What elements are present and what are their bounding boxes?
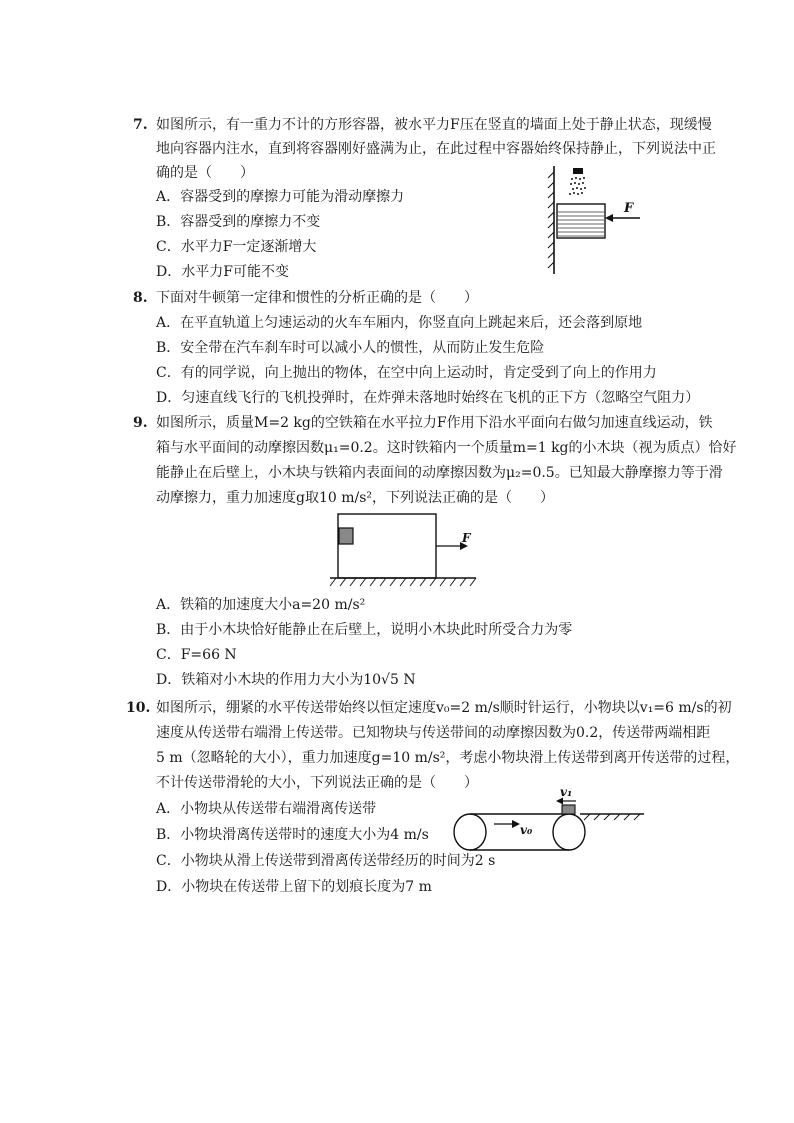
q10-number: 10.	[126, 700, 151, 716]
q9-option-c: C．F=66 N	[156, 647, 237, 663]
q8-option-a: A．在平直轨道上匀速运动的火车车厢内，你竖直向上跳起来后，还会落到原地	[156, 315, 643, 331]
q8-option-b: B．安全带在汽车刹车时可以减小人的惯性，从而防止发生危险	[156, 340, 545, 356]
q10-stem-line-1: 如图所示，绷紧的水平传送带始终以恒定速度v₀=2 m/s顺时针运行，小物块以v₁=6 m/s的初	[156, 700, 732, 716]
q7-stem-line-3: 确的是（ ）	[156, 165, 254, 181]
q7-option-a: A．容器受到的摩擦力可能为滑动摩擦力	[156, 189, 405, 205]
q9-option-b: B．由于小木块恰好能静止在后壁上，说明小木块此时所受合力为零	[156, 622, 573, 638]
q8-option-d: D．匀速直线飞行的飞机投弹时，在炸弹未落地时始终在飞机的正下方（忽略空气阻力）	[156, 390, 700, 406]
q10-stem-line-2: 速度从传送带右端滑上传送带。已知物块与传送带间的动摩擦因数为0.2，传送带两端相距	[156, 725, 711, 741]
q7-number: 7.	[133, 117, 148, 133]
q9-number: 9.	[133, 415, 148, 431]
q10-option-d: D．小物块在传送带上留下的划痕长度为7 m	[156, 879, 432, 895]
q8-stem: 下面对牛顿第一定律和惯性的分析正确的是（ ）	[156, 290, 478, 306]
q9-option-d: D．铁箱对小木块的作用力大小为10√5 N	[156, 672, 416, 688]
q7-option-b: B．容器受到的摩擦力不变	[156, 214, 321, 230]
q8-number: 8.	[133, 290, 148, 306]
q10-stem-line-4: 不计传送带滑轮的大小，下列说法正确的是（ ）	[156, 775, 478, 791]
q10-v1-label: v₁	[560, 785, 573, 799]
q7-option-c: C．水平力F一定逐渐增大	[156, 239, 317, 255]
q10-v0-label: v₀	[520, 823, 533, 837]
q9-figure	[326, 510, 486, 590]
q7-option-d: D．水平力F可能不变	[156, 264, 289, 280]
q8-option-c: C．有的同学说，向上抛出的物体，在空中向上运动时，肯定受到了向上的作用力	[156, 365, 657, 381]
q9-option-a: A．铁箱的加速度大小a=20 m/s²	[156, 597, 366, 613]
q10-option-b: B．小物块滑离传送带时的速度大小为4 m/s	[156, 827, 429, 843]
q10-option-a: A．小物块从传送带右端滑离传送带	[156, 801, 377, 817]
q9-stem-line-1: 如图所示，质量M=2 kg的空铁箱在水平拉力F作用下沿水平面向右做匀加速直线运动，铁	[156, 415, 713, 431]
q9-stem-line-3: 能静止在后壁上，小木块与铁箱内表面间的动摩擦因数为μ₂=0.5。已知最大静摩擦力等于滑	[156, 465, 723, 481]
q9-stem-line-2: 箱与水平面间的动摩擦因数μ₁=0.2。这时铁箱内一个质量m=1 kg的小木块（视为质点）恰好	[156, 440, 737, 456]
q7-figure	[540, 162, 650, 277]
q7-stem-line-2: 地向容器内注水，直到将容器刚好盛满为止，在此过程中容器始终保持静止，下列说法中正	[156, 141, 716, 157]
q9-force-label: F	[462, 531, 471, 545]
q10-figure	[450, 786, 650, 866]
q10-option-c: C．小物块从滑上传送带到滑离传送带经历的时间为2 s	[156, 853, 496, 869]
q7-stem-line-1: 如图所示，有一重力不计的方形容器，被水平力F压在竖直的墙面上处于静止状态，现缓慢	[156, 117, 712, 133]
q7-force-label: F	[624, 201, 634, 216]
q9-stem-line-4: 动摩擦力，重力加速度g取10 m/s²，下列说法正确的是（ ）	[156, 490, 555, 506]
q10-stem-line-3: 5 m（忽略轮的大小），重力加速度g=10 m/s²，考虑小物块滑上传送带到离开传送带的过程，	[156, 750, 740, 766]
